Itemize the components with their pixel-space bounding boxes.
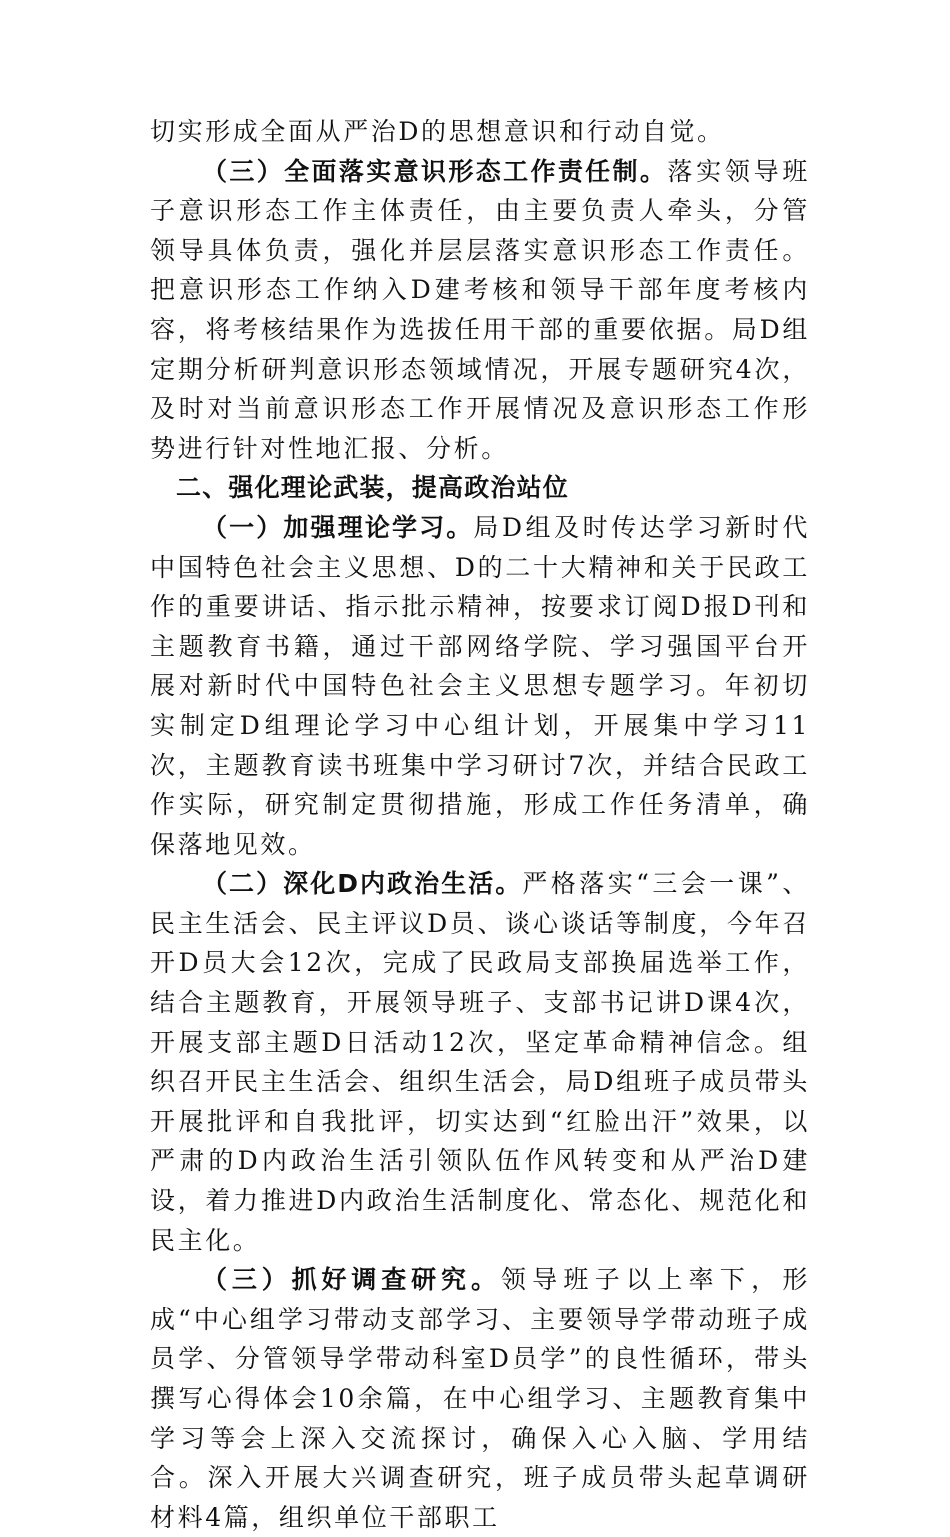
paragraph-continuation (150, 112, 810, 152)
paragraph-body: 领导班子以上率下，形成“中心组学习带动支部学习、主要领导学带动班子成员学、分管领导学带动科室D员学”的良性循环，带头撰写心得体会10余篇，在中心组学习、主题教育集中学习等会上深入交流探讨，确保入心入脑、学用结合。深入开展大兴调查研究，班子成员带头起草调研材料4篇，组织单位干部职工 (150, 1265, 810, 1532)
paragraph-ideology-responsibility (150, 152, 810, 469)
paragraph-lead: （一）加强理论学习。 (202, 512, 474, 542)
paragraph-lead: （三）抓好调查研究。 (202, 1265, 501, 1295)
paragraph-body: 局D组及时传达学习新时代中国特色社会主义思想、D的二十大精神和关于民政工作的重要讲话、指示批示精神，按要求订阅D报D刊和主题教育书籍，通过干部网络学院、学习强国平台开展对新时代中国特色社会主义思想专题学习。年初切实制定D组理论学习中心组计划，开展集中学习11次，主题教育读书班集中学习研讨7次，并结合民政工作实际，研究制定贯彻措施，形成工作任务清单，确保落地见效。 (150, 512, 810, 859)
paragraph-research (150, 1260, 810, 1537)
paragraph-political-life (150, 864, 810, 1260)
paragraph-body: 严格落实“三会一课”、民主生活会、民主评议D员、谈心谈话等制度，今年召开D员大会12次，完成了民政局支部换届选举工作，结合主题教育，开展领导班子、支部书记讲D课4次，开展支部主题D日活动12次，坚定革命精神信念。组织召开民主生活会、组织生活会，局D组班子成员带头开展批评和自我批评，切实达到“红脸出汗”效果，以严肃的D内政治生活引领队伍作风转变和从严治D建设，着力推进D内政治生活制度化、常态化、规范化和民主化。 (150, 869, 810, 1255)
paragraph-lead: （三）全面落实意识形态工作责任制。 (202, 156, 668, 186)
section-heading: 二、强化理论武装，提高政治站位 (176, 473, 570, 503)
document-body (150, 112, 810, 1537)
paragraph-lead: （二）深化D内政治生活。 (202, 869, 523, 899)
paragraph-body: 落实领导班子意识形态工作主体责任，由主要负责人牵头，分管领导具体负责，强化并层层落实意识形态工作责任。把意识形态工作纳入D建考核和领导干部年度考核内容，将考核结果作为选拔任用干部的重要依据。局D组定期分析研判意识形态领域情况，开展专题研究4次，及时对当前意识形态工作开展情况及意识形态工作形势进行针对性地汇报、分析。 (150, 156, 810, 463)
paragraph-theory-study (150, 508, 810, 864)
paragraph-body: 切实形成全面从严治D的思想意识和行动自觉。 (150, 117, 725, 146)
